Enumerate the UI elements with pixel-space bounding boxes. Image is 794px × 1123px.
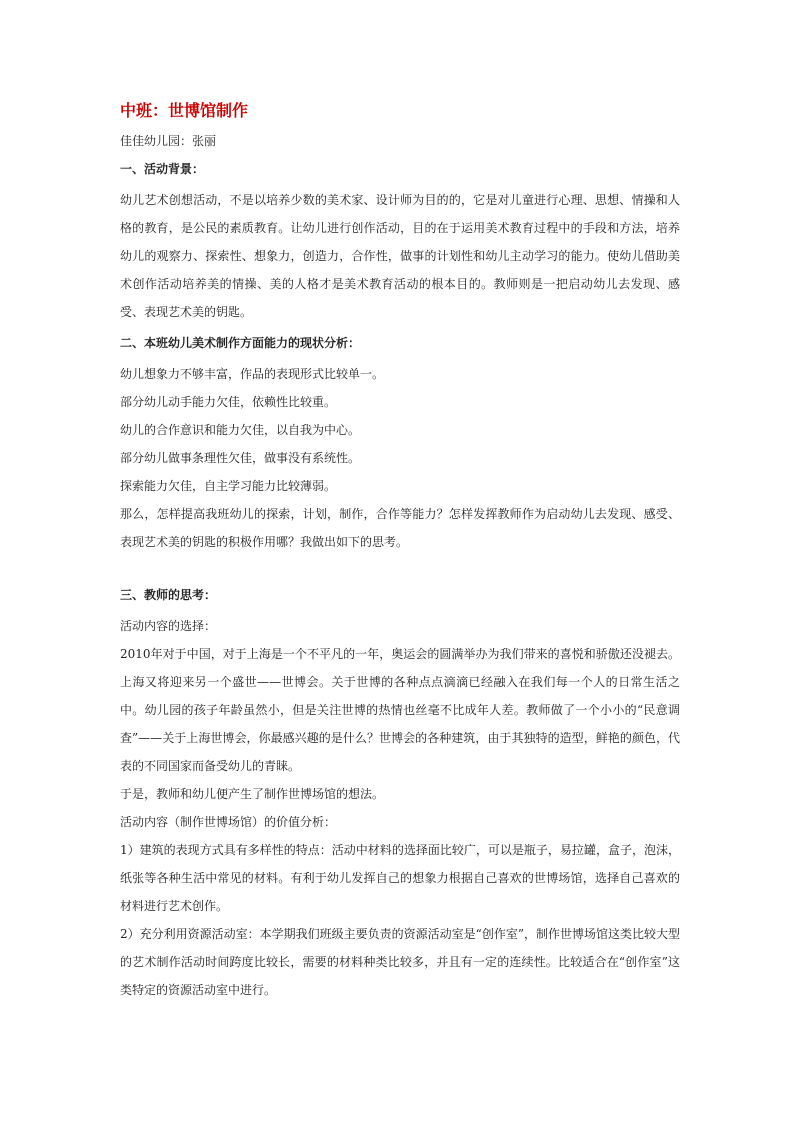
author-line: 佳佳幼儿园：张丽 [120,134,217,148]
section-1-heading: 一、活动背景： [120,162,205,176]
section-2-heading: 二、本班幼儿美术制作方面能力的现状分析： [120,336,361,350]
value-analysis-heading: 活动内容（制作世博场馆）的价值分析： [120,815,337,829]
document-page [120,98,680,1004]
content-choice-label: 活动内容的选择： [120,619,217,633]
value-point-2: 2）充分利用资源活动室：本学期我们班级主要负责的资源活动室是“创作室”，制作世博场馆这类比较大型的艺术制作活动时间跨度比较长，需要的材料种类比较多，并且有一定的连续性。比较适合在“创作室”这类特定的资源活动室中进行。 [120,927,680,997]
section-2-closing: 那么，怎样提高我班幼儿的探索，计划，制作，合作等能力？怎样发挥教师作为启动幼儿去发现、感受、表现艺术美的钥匙的积极作用哪？我做出如下的思考。 [120,507,680,549]
analysis-line-2: 部分幼儿动手能力欠佳，依赖性比较重。 [120,395,337,409]
section-3-conclusion: 于是，教师和幼儿便产生了制作世博场馆的想法。 [120,787,385,801]
section-1-paragraph: 幼儿艺术创想活动，不是以培养少数的美术家、设计师为目的的，它是对儿童进行心理、思想、情操和人格的教育，是公民的素质教育。让幼儿进行创作活动，目的在于运用美术教育过程中的手段和方法，培养幼儿的观察力、探索性、想象力，创造力，合作性，做事的计划性和幼儿主动学习的能力。使幼儿借助美术创作活动培养美的情操、美的人格才是美术教育活动的根本目的。教师则是一把启动幼儿去发现、感受、表现艺术美的钥匙。 [120,193,680,319]
section-3-paragraph: 2010年对于中国，对于上海是一个不平凡的一年，奥运会的圆满举办为我们带来的喜悦和骄傲还没褪去。上海又将迎来另一个盛世——世博会。关于世博的各种点点滴滴已经融入在我们每一个人的日常生活之中。幼儿园的孩子年龄虽然小，但是关注世博的热情也丝毫不比成年人差。教师做了一个小小的“民意调查”——关于上海世博会，你最感兴趣的是什么？世博会的各种建筑，由于其独特的造型，鲜艳的颜色，代表的不同国家而备受幼儿的青睐。 [120,647,680,773]
analysis-line-1: 幼儿想象力不够丰富，作品的表现形式比较单一。 [120,367,385,381]
analysis-line-3: 幼儿的合作意识和能力欠佳，以自我为中心。 [120,423,361,437]
analysis-line-5: 探索能力欠佳，自主学习能力比较薄弱。 [120,479,337,493]
section-3-heading: 三、教师的思考： [120,588,217,602]
document-title: 中班：世博馆制作 [120,101,249,120]
analysis-line-4: 部分幼儿做事条理性欠佳，做事没有系统性。 [120,451,361,465]
value-point-1: 1）建筑的表现方式具有多样性的特点：活动中材料的选择面比较广，可以是瓶子，易拉罐，盒子，泡沫，纸张等各种生活中常见的材料。有利于幼儿发挥自己的想象力根据自己喜欢的世博场馆，选择自己喜欢的材料进行艺术创作。 [120,843,680,913]
